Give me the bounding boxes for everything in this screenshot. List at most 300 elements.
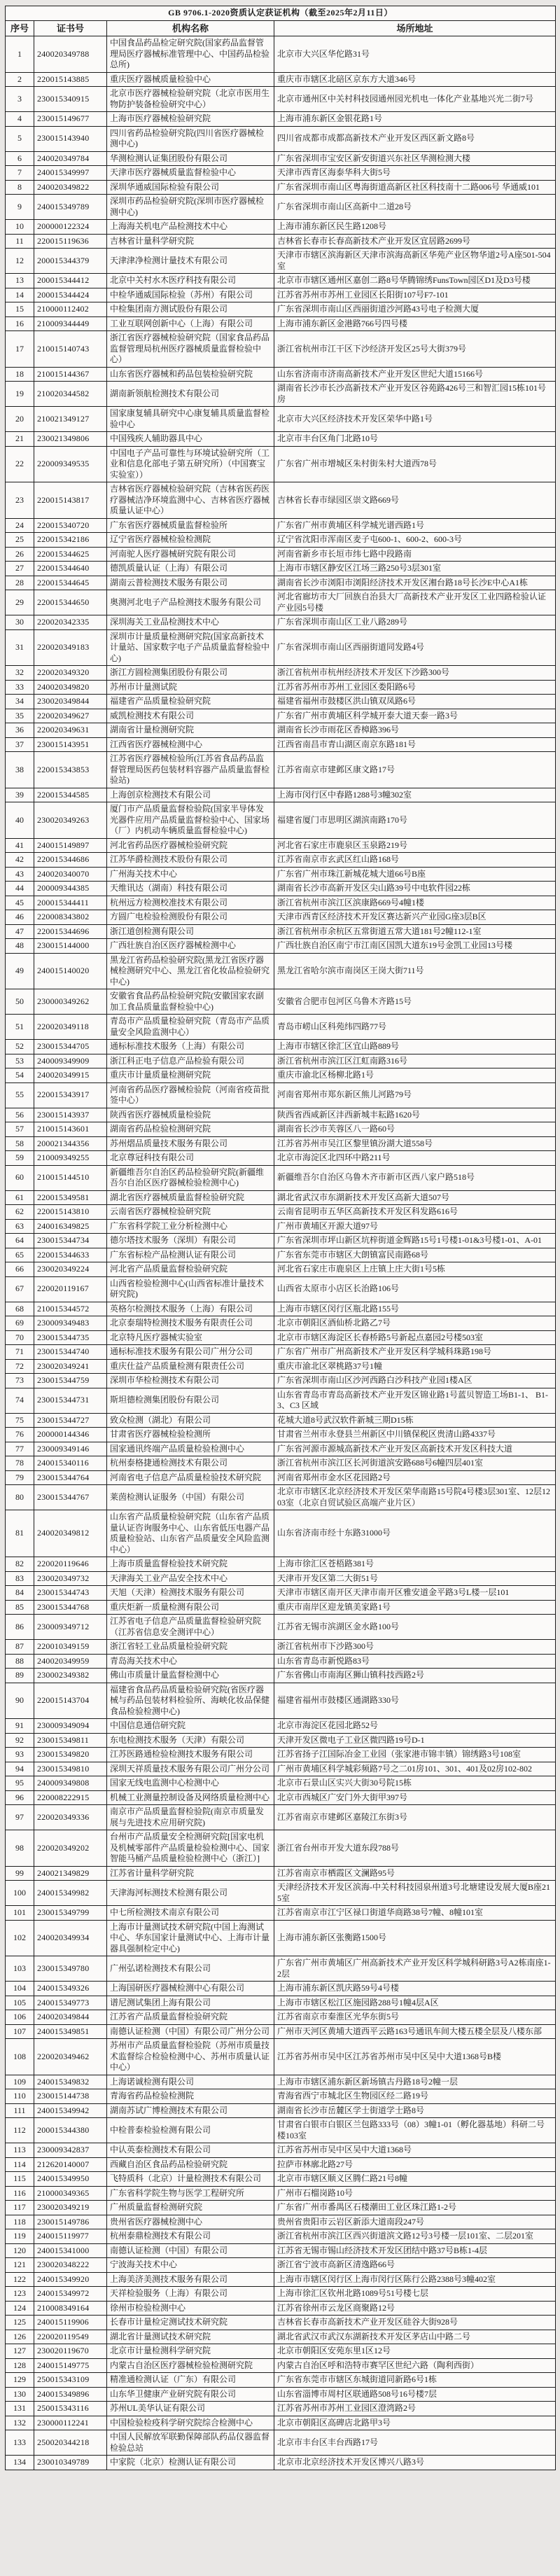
org-name-cell: 河南驼人医疗器械研究院有限公司	[107, 547, 274, 562]
org-name-cell: 甘肃省医疗器械检验检测所	[107, 1428, 274, 1442]
cert-number-cell: 240015349942	[34, 2103, 107, 2118]
org-name-cell: 福建省食品药品质量检验研究院(省医疗器械与药品包装材料检验所、海峡化妆品保健食品检验检测中心)	[107, 1683, 274, 1719]
row-index-cell: 30	[6, 615, 34, 630]
cert-number-cell: 230000349262	[34, 989, 107, 1015]
table-row	[6, 1982, 556, 1996]
org-name-cell: 中国人民解放军联勤保障部队药品仪器监督检验总站	[107, 2430, 274, 2456]
cert-number-cell: 240015349972	[34, 2287, 107, 2302]
cert-number-cell: 220010349159	[34, 1640, 107, 1655]
org-name-cell: 江苏省产品质量监督检验研究院	[107, 2010, 274, 2025]
cert-number-cell: 220020349320	[34, 666, 107, 681]
address-cell: 上海市市辖区松江区施园路288号1幢4层A区	[274, 1996, 556, 2010]
org-name-cell: 北京中关村水木医疗科技有限公司	[107, 274, 274, 288]
table-row	[6, 2229, 556, 2244]
address-cell: 湖南省长沙市浏阳市浏阳经济技术开发区湘台路18号长沙E中心A1栋	[274, 576, 556, 590]
address-cell: 花城大道8号武汉软件新城三期D15栋	[274, 1413, 556, 1428]
cert-number-cell: 220015143810	[34, 1205, 107, 1220]
table-body	[6, 36, 556, 2470]
cert-number-cell: 230020349732	[34, 1571, 107, 1586]
row-index-cell: 85	[6, 1600, 34, 1615]
cert-number-cell: 240020349788	[34, 36, 107, 73]
address-cell: 浙江省杭州市杭州经济技术开发区下沙路300号	[274, 666, 556, 681]
table-row	[6, 1190, 556, 1205]
cert-number-cell: 240015349950	[34, 2172, 107, 2187]
table-row	[6, 953, 556, 989]
address-cell: 浙江省杭州市江干区下沙经济开发区25号大街379号	[274, 331, 556, 368]
org-name-cell: 青岛市产品质量检验研究院（青岛市产品质量安全风险监测中心）	[107, 1015, 274, 1040]
row-index-cell: 93	[6, 1748, 34, 1762]
row-index-cell: 39	[6, 788, 34, 802]
table-row	[6, 1345, 556, 1360]
org-name-cell: 江苏省电子信息产品质量监督检验研究院（江苏省信息安全测评中心）	[107, 1615, 274, 1640]
row-index-cell: 87	[6, 1640, 34, 1655]
table-row	[6, 234, 556, 249]
address-cell: 浙江省台州市开发大道东段788号	[274, 1830, 556, 1867]
row-index-cell: 83	[6, 1571, 34, 1586]
row-index-cell: 67	[6, 1276, 34, 1302]
org-name-cell: 国家通讯终端产品质量检验检测中心	[107, 1442, 274, 1456]
row-index-cell: 41	[6, 838, 34, 853]
address-cell: 重庆市南岸区迎龙镇美家路1号	[274, 1600, 556, 1615]
cert-number-cell: 220020349183	[34, 629, 107, 666]
table-row	[6, 446, 556, 482]
table-row	[6, 2316, 556, 2330]
table-row	[6, 1866, 556, 1881]
address-cell: 江苏省南京市江宁区禄口街道华商路38号7幢、8幢101室	[274, 1906, 556, 1921]
org-name-cell: 斯坦德检测集团股份有限公司	[107, 1388, 274, 1413]
address-cell: 浙江省杭州市滨江区滨康路669号4幢1楼	[274, 896, 556, 910]
cert-number-cell: 210000349365	[34, 2186, 107, 2201]
table-row	[6, 36, 556, 73]
row-index-cell: 78	[6, 1456, 34, 1471]
org-name-cell: 通标标准技术服务（上海）有限公司	[107, 1040, 274, 1054]
cert-number-cell: 230015143940	[34, 126, 107, 151]
address-cell: 北京市通州区中关村科技园通州园光机电一体化产业基地兴光二街7号	[274, 87, 556, 112]
row-index-cell: 100	[6, 1881, 34, 1906]
table-row	[6, 1054, 556, 1068]
row-index-cell: 125	[6, 2316, 34, 2330]
row-index-cell: 114	[6, 2157, 34, 2172]
address-cell: 广东省深圳市南山区高新中二道28号	[274, 195, 556, 220]
table-row	[6, 2358, 556, 2373]
address-cell: 福建省厦门市思明区湖滨南路170号	[274, 802, 556, 839]
org-name-cell: 深圳市计量质量检测研究院(国家高新技术计量站、国家数字电子产品质量监督检验中心)	[107, 629, 274, 666]
address-cell: 广东省广州市黄埔区广州高新技术产业开发区科学城科研路3号A2栋南座1-2层	[274, 1956, 556, 1982]
table-row	[6, 72, 556, 87]
org-name-cell: 上海创京检测技术有限公司	[107, 788, 274, 802]
table-row	[6, 1600, 556, 1615]
cert-number-cell: 230015143937	[34, 1108, 107, 1122]
row-index-cell: 23	[6, 482, 34, 519]
table-row	[6, 1442, 556, 1456]
row-index-cell: 33	[6, 680, 34, 695]
org-name-cell: 湖北省计量测试技术研究院	[107, 2330, 274, 2344]
cert-number-cell: 240015349326	[34, 1982, 107, 1996]
row-index-cell: 76	[6, 1428, 34, 1442]
cert-number-cell: 240015119977	[34, 2229, 107, 2244]
cert-number-cell: 220020349462	[34, 2039, 107, 2075]
title-row	[6, 6, 556, 21]
table-row	[6, 788, 556, 802]
address-cell: 河南省郑州市郑东新区熊儿河路79号	[274, 1082, 556, 1108]
org-name-cell: 致众检测（湖北）有限公司	[107, 1413, 274, 1428]
org-name-cell: 湖南云普检测技术服务有限公司	[107, 576, 274, 590]
address-cell: 江苏省苏州市吴江区黎里镇汾湖大道558号	[274, 1136, 556, 1151]
org-name-cell: 天津市医疗器械质量监督检验中心	[107, 166, 274, 181]
address-cell: 重庆市渝北区杨柳北路1号	[274, 1068, 556, 1083]
address-cell: 新疆维吾尔自治区乌鲁木齐市新市区西八家户路518号	[274, 1165, 556, 1190]
address-cell: 广东省深圳市南山区西丽街道同发路4号	[274, 629, 556, 666]
org-name-cell: 深圳市药品检验研究院(深圳市医疗器械检测中心)	[107, 195, 274, 220]
table-row	[6, 547, 556, 562]
row-index-cell: 35	[6, 709, 34, 723]
org-name-cell: 天津津净检测计量技术有限公司	[107, 249, 274, 274]
org-name-cell: 广州弘诺检测技术有限公司	[107, 1956, 274, 1982]
org-name-cell: 浙江方圆检测集团股份有限公司	[107, 666, 274, 681]
address-cell: 吉林省长春市长春高新技术产业开发区宜居路2699号	[274, 234, 556, 249]
org-name-cell: 南德认证检测（中国）有限公司	[107, 2243, 274, 2258]
table-row	[6, 2075, 556, 2089]
table-row	[6, 2024, 556, 2039]
cert-number-cell: 230009349146	[34, 1442, 107, 1456]
row-index-cell: 43	[6, 867, 34, 882]
address-cell: 云南省昆明市五华区高新技术开发区科发路616号	[274, 1205, 556, 1220]
org-name-cell: 河北省药品医疗器械检验研究院	[107, 838, 274, 853]
org-name-cell: 中检华通威国际检验（苏州）有限公司	[107, 288, 274, 302]
table-row	[6, 924, 556, 939]
row-index-cell: 61	[6, 1190, 34, 1205]
address-cell: 天津市西青区经济技术开发区赛达新兴产业园G座3层B区	[274, 910, 556, 925]
address-cell: 上海市浦东新区金港路766号四号楼	[274, 316, 556, 331]
table-row	[6, 1082, 556, 1108]
row-index-cell: 32	[6, 666, 34, 681]
row-index-cell: 101	[6, 1906, 34, 1921]
address-cell: 湖南省长沙市长沙高新技术产业开发区谷苑路426号三和智汇园15栋101号房	[274, 382, 556, 407]
cert-number-cell: 200000122324	[34, 220, 107, 235]
address-cell: 河南省新乡市长垣市纬七路中段路南	[274, 547, 556, 562]
org-name-cell: 江苏省计量科学研究院	[107, 1866, 274, 1881]
cert-number-cell: 212620140007	[34, 2157, 107, 2172]
address-cell: 北京市市辖区北京经济技术开发区荣华南路15号院4号楼3层301室、12层1203室（北京自贸试验区高端产业片区）	[274, 1485, 556, 1510]
row-index-cell: 45	[6, 896, 34, 910]
cert-number-cell: 230015143951	[34, 737, 107, 752]
table-row	[6, 709, 556, 723]
cert-number-cell: 200015344411	[34, 896, 107, 910]
org-name-cell: 湖南新领航检测技术有限公司	[107, 382, 274, 407]
row-index-cell: 96	[6, 1790, 34, 1805]
table-row	[6, 302, 556, 317]
address-cell: 江苏省苏州市苏州工业园区长阳街107号F7-101	[274, 288, 556, 302]
address-cell: 江苏省南京市建邺区康文路17号	[274, 752, 556, 788]
table-row	[6, 407, 556, 432]
row-index-cell: 111	[6, 2103, 34, 2118]
address-cell: 江苏省扬子江国际冶金工业园（张家港市锦丰镇）锦绣路3号108室	[274, 1748, 556, 1762]
cert-number-cell: 210015144367	[34, 367, 107, 382]
org-name-cell: 上海国研医疗器械检测中心有限公司	[107, 1982, 274, 1996]
cert-number-cell: 210009349255	[34, 1151, 107, 1166]
address-cell: 江苏省南京市建邺区嘉陵江东街3号	[274, 1805, 556, 1830]
address-cell: 浙江省杭州市余杭区五常街道五常大道181号2幢112-1室	[274, 924, 556, 939]
address-cell: 天津开发区微电子工业区微四路19号D-1	[274, 1733, 556, 1748]
cert-number-cell: 240015140020	[34, 953, 107, 989]
org-name-cell: 中检集团南方测试股份有限公司	[107, 302, 274, 317]
org-name-cell: 广州质量监督检测研究院	[107, 2201, 274, 2215]
table-row	[6, 1571, 556, 1586]
row-index-cell: 109	[6, 2075, 34, 2089]
org-name-cell: 青海省药品检验检测院	[107, 2089, 274, 2104]
row-index-cell: 36	[6, 723, 34, 738]
address-cell: 浙江省宁波市高新区清逸路66号	[274, 2258, 556, 2273]
row-index-cell: 54	[6, 1068, 34, 1083]
cert-number-cell: 240015340116	[34, 1456, 107, 1471]
row-index-cell: 97	[6, 1805, 34, 1830]
row-index-cell: 90	[6, 1683, 34, 1719]
cert-number-cell: 230020348222	[34, 2258, 107, 2273]
row-index-cell: 112	[6, 2118, 34, 2143]
table-row	[6, 1790, 556, 1805]
address-cell: 北京市大兴区经济技术开发区荣华中路1号	[274, 407, 556, 432]
cert-number-cell: 240016349825	[34, 1219, 107, 1234]
org-name-cell: 国家康复辅具研究中心康复辅具质量监督检验中心	[107, 407, 274, 432]
address-cell: 广东省深圳市南山区沙河西路白沙科技产业园1楼A区	[274, 1374, 556, 1388]
row-index-cell: 64	[6, 1234, 34, 1248]
org-name-cell: 黑龙江省药品检验研究院(黑龙江省医疗器械检测研究中心、黑龙江省化妆品检验研究中心)	[107, 953, 274, 989]
address-cell: 江西省南昌市青山湖区南京东路181号	[274, 737, 556, 752]
row-index-cell: 50	[6, 989, 34, 1015]
row-index-cell: 59	[6, 1151, 34, 1166]
org-name-cell: 湖南省药品检验检测研究院	[107, 1122, 274, 1137]
cert-number-cell: 250015343116	[34, 2402, 107, 2416]
row-index-cell: 95	[6, 1776, 34, 1791]
row-index-cell: 12	[6, 249, 34, 274]
row-index-cell: 48	[6, 939, 34, 954]
cert-number-cell: 220008222915	[34, 1790, 107, 1805]
table-row	[6, 838, 556, 853]
address-cell: 天津市西青区海泰华科大街5号	[274, 166, 556, 181]
cert-number-cell: 230009342837	[34, 2143, 107, 2158]
cert-number-cell: 240009349909	[34, 1054, 107, 1068]
org-name-cell: 安徽省食品药品检验研究院(安徽国家农副加工食品质量监督检验中心)	[107, 989, 274, 1015]
table-row	[6, 2157, 556, 2172]
address-cell: 山东省青岛市新悦路83号	[274, 1654, 556, 1669]
org-name-cell: 云南省医疗器械检验研究院	[107, 1205, 274, 1220]
address-cell: 北京市朝阳区酒仙桥北路乙7号	[274, 1316, 556, 1331]
table-row	[6, 2287, 556, 2302]
address-cell: 山东省淄博市周村区联通路508号16号楼7层	[274, 2387, 556, 2402]
cert-number-cell: 230002349382	[34, 1669, 107, 1683]
row-index-cell: 118	[6, 2215, 34, 2229]
org-name-cell: 广东省标检产品检测认证有限公司	[107, 1248, 274, 1262]
address-cell: 福建省福州市鼓楼区通湖路330号	[274, 1683, 556, 1719]
org-name-cell: 厦门市产品质量监督检验院(国家半导体发光器件应用产品质量监督检验中心、国家场（厂）内机动车辆质量监督检验中心)	[107, 802, 274, 839]
row-index-cell: 81	[6, 1510, 34, 1557]
table-row	[6, 1302, 556, 1316]
table-row	[6, 1733, 556, 1748]
org-name-cell: 上海海关机电产品检测技术中心	[107, 220, 274, 235]
address-cell: 北京市北京经济技术开发区博兴八路3号	[274, 2456, 556, 2470]
address-cell: 湖南省长沙市高新开发区尖山路39号中电软件园22栋	[274, 882, 556, 896]
table-row	[6, 896, 556, 910]
cert-number-cell: 230015349820	[34, 1748, 107, 1762]
cert-number-cell: 220015343917	[34, 1082, 107, 1108]
row-index-cell: 58	[6, 1136, 34, 1151]
row-index-cell: 116	[6, 2186, 34, 2201]
row-index-cell: 119	[6, 2229, 34, 2244]
address-cell: 广东省深圳市宝安区新安街道兴东社区华测检测大楼	[274, 151, 556, 166]
address-cell: 河北省石家庄市鹿泉区上庄镇上庄大街1号5栋	[274, 1262, 556, 1277]
row-index-cell: 5	[6, 126, 34, 151]
org-name-cell: 广州海关技术中心	[107, 867, 274, 882]
org-name-cell: 杭州泰格捷通检测技术有限公司	[107, 1456, 274, 1471]
cert-number-cell: 220015344640	[34, 562, 107, 576]
row-index-cell: 52	[6, 1040, 34, 1054]
address-cell: 天津市市辖区滨海新区天津市滨海高新区华苑产业区物华道2号A座501-504室	[274, 249, 556, 274]
table-row	[6, 2172, 556, 2187]
org-name-cell: 中家院（北京）检测认证有限公司	[107, 2456, 274, 2470]
table-row	[6, 2143, 556, 2158]
cert-number-cell: 240015349982	[34, 1881, 107, 1906]
row-index-cell: 91	[6, 1719, 34, 1734]
org-name-cell: 福建省产品质量检验研究院	[107, 695, 274, 709]
org-name-cell: 山东华卫健康产业研究院有限公司	[107, 2387, 274, 2402]
org-name-cell: 中检普泰检验检测有限公司	[107, 2118, 274, 2143]
cert-number-cell: 220015349581	[34, 1190, 107, 1205]
cert-number-cell: 240015149897	[34, 838, 107, 853]
col-header-cert-number: 证书号	[34, 20, 107, 36]
table-row	[6, 910, 556, 925]
table-row	[6, 2215, 556, 2229]
address-cell: 江苏省苏州市吴中区江苏省苏州市吴中区吴中大道1368号B楼	[274, 2039, 556, 2075]
org-name-cell: 北京尊冠科技有限公司	[107, 1151, 274, 1166]
address-cell: 广东省佛山市南海区狮山镇科技西路2号	[274, 1669, 556, 1683]
org-name-cell: 山西省检验检测中心(山西省标准计量技术研究院)	[107, 1276, 274, 1302]
row-index-cell: 120	[6, 2243, 34, 2258]
row-index-cell: 16	[6, 316, 34, 331]
org-name-cell: 浙江道创检测有限公司	[107, 924, 274, 939]
org-name-cell: 浙江省轻工业品质量检验研究院	[107, 1640, 274, 1655]
address-cell: 上海市闵行区中春路1288号3幢302室	[274, 788, 556, 802]
row-index-cell: 127	[6, 2344, 34, 2359]
table-row	[6, 1615, 556, 1640]
row-index-cell: 103	[6, 1956, 34, 1982]
org-name-cell: 中国电子产品可靠性与环境试验研究所（工业和信息化部电子第五研究所）（中国赛宝实验室））	[107, 446, 274, 482]
table-row	[6, 367, 556, 382]
table-row	[6, 680, 556, 695]
table-row	[6, 195, 556, 220]
cert-number-cell: 230015344731	[34, 1388, 107, 1413]
table-row	[6, 87, 556, 112]
org-name-cell: 深圳海关工业品检测技术中心	[107, 615, 274, 630]
cert-number-cell: 210000112402	[34, 302, 107, 317]
address-cell: 上海市徐汇区钦州北路1089号51号楼七层	[274, 2287, 556, 2302]
row-index-cell: 128	[6, 2358, 34, 2373]
cert-number-cell: 200015344424	[34, 288, 107, 302]
table-row	[6, 1683, 556, 1719]
address-cell: 广东省河源市源城高新技术产业开发区高新技术开发区科技大道	[274, 1442, 556, 1456]
org-name-cell: 新疆维吾尔自治区药品检验研究院(新疆维吾尔自治区医疗器械检验检测中心)	[107, 1165, 274, 1190]
table-row	[6, 1485, 556, 1510]
row-index-cell: 47	[6, 924, 34, 939]
org-name-cell: 上海市质量监督检验技术研究院	[107, 1557, 274, 1572]
address-cell: 贵州省贵阳市云岩区新添大道南段247号	[274, 2215, 556, 2229]
cert-number-cell: 230015344727	[34, 1413, 107, 1428]
org-name-cell: 辽宁省医疗器械检验检测院	[107, 533, 274, 548]
cert-number-cell: 230015144000	[34, 939, 107, 954]
table-row	[6, 2387, 556, 2402]
org-name-cell: 重庆炬新一质量检测有限公司	[107, 1600, 274, 1615]
cert-number-cell: 220015344633	[34, 1248, 107, 1262]
cert-number-cell: 230015149786	[34, 2215, 107, 2229]
row-index-cell: 20	[6, 407, 34, 432]
row-index-cell: 106	[6, 2010, 34, 2025]
cert-number-cell: 230015344768	[34, 1600, 107, 1615]
cert-number-cell: 200015344380	[34, 2118, 107, 2143]
org-name-cell: 方圆广电检验检测股份有限公司	[107, 910, 274, 925]
cert-number-cell: 230015344764	[34, 1470, 107, 1485]
table-row	[6, 1456, 556, 1471]
cert-number-cell: 240020349934	[34, 1920, 107, 1956]
row-index-cell: 86	[6, 1615, 34, 1640]
table-row	[6, 180, 556, 195]
row-index-cell: 53	[6, 1054, 34, 1068]
address-cell: 天津市市辖区南开区天津市南开区雅安道金平路3号L楼一层101	[274, 1586, 556, 1601]
row-index-cell: 115	[6, 2172, 34, 2187]
org-name-cell: 上海市医疗器械检验研究院	[107, 112, 274, 127]
table-row	[6, 2430, 556, 2456]
org-name-cell: 北京特凡医疗器械实验室	[107, 1330, 274, 1345]
cert-number-cell: 240015119906	[34, 2316, 107, 2330]
address-cell: 广西壮族自治区南宁市江南区国凯大道东19号金凯工业园13号楼	[274, 939, 556, 954]
org-name-cell: 天津海河标测技术检测有限公司	[107, 1881, 274, 1906]
address-cell: 上海市市辖区闵行区上海市闵行区陈行公路2388号3幢402室	[274, 2272, 556, 2287]
table-row	[6, 2301, 556, 2316]
org-name-cell: 天津海关工业产品安全技术中心	[107, 1571, 274, 1586]
org-name-cell: 杭州泰鼎检测技术有限公司	[107, 2229, 274, 2244]
row-index-cell: 70	[6, 1330, 34, 1345]
address-cell: 广州市石榴岗路10号	[274, 2186, 556, 2201]
table-row	[6, 2344, 556, 2359]
org-name-cell: 广西壮族自治区医疗器械检测中心	[107, 939, 274, 954]
address-cell: 湖北省武汉市东湖新技术开发区高新大道507号	[274, 1190, 556, 1205]
row-index-cell: 55	[6, 1082, 34, 1108]
org-name-cell: 谱尼测试集团上海有限公司	[107, 1996, 274, 2010]
address-cell: 吉林省长春市绿园区崇文路669号	[274, 482, 556, 519]
table-row	[6, 2039, 556, 2075]
row-index-cell: 62	[6, 1205, 34, 1220]
table-row	[6, 1136, 556, 1151]
table-row	[6, 220, 556, 235]
row-index-cell: 17	[6, 331, 34, 368]
org-name-cell: 重庆市计量质量检测研究院	[107, 1068, 274, 1083]
address-cell: 广州市黄埔区开源大道97号	[274, 1219, 556, 1234]
cert-number-cell: 230021349806	[34, 432, 107, 447]
table-row	[6, 1015, 556, 1040]
row-index-cell: 6	[6, 151, 34, 166]
table-row	[6, 1669, 556, 1683]
cert-number-cell: 220020342335	[34, 615, 107, 630]
row-index-cell: 107	[6, 2024, 34, 2039]
table-row	[6, 1165, 556, 1190]
table-row	[6, 1557, 556, 1572]
row-index-cell: 71	[6, 1345, 34, 1360]
org-name-cell: 东电检测技术服务（天津）有限公司	[107, 1733, 274, 1748]
address-cell: 广东省深圳市南山区工业八路289号	[274, 615, 556, 630]
cert-number-cell: 230009349094	[34, 1719, 107, 1734]
table-row	[6, 1359, 556, 1374]
org-name-cell: 中认英泰检测技术有限公司	[107, 2143, 274, 2158]
row-index-cell: 21	[6, 432, 34, 447]
table-row	[6, 1122, 556, 1137]
